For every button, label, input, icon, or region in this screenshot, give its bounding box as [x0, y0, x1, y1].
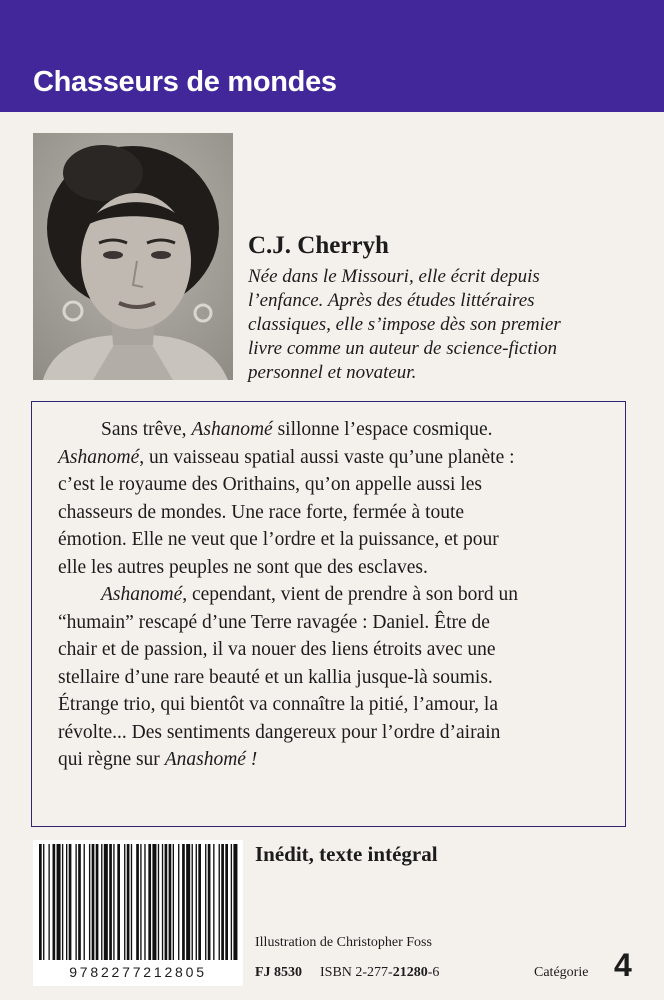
blurb-line: chasseurs de mondes. Une race forte, fermée à toute [58, 501, 465, 523]
blurb-text [58, 416, 618, 774]
text-run: , un vaisseau spatial aussi vaste qu’une planète : [139, 446, 515, 468]
isbn-part: -6 [427, 965, 440, 980]
barcode-bar [136, 844, 139, 960]
blurb-line: Étrange trio, qui bientôt va connaître la pitié, l’amour, la [58, 694, 498, 715]
header-band [0, 0, 664, 112]
barcode-bar [104, 844, 108, 960]
isbn [320, 965, 439, 981]
barcode-bar [43, 844, 44, 960]
barcode-bar [186, 844, 190, 960]
barcode-bar [158, 844, 159, 960]
ship-name: Anashomé ! [164, 749, 258, 770]
barcode-bar [39, 844, 42, 960]
bio-line: personnel et novateur. [248, 362, 417, 383]
barcode-bar [182, 844, 185, 960]
ship-name: Ashanomé [191, 419, 273, 440]
barcode-bar [62, 844, 63, 960]
fj-code: FJ 8530 [255, 965, 303, 980]
barcode-bar [219, 844, 220, 960]
barcode-bar [208, 844, 211, 960]
bio-line: l’enfance. Après des études littéraires [248, 290, 535, 311]
isbn-part: ISBN 2-277- [320, 965, 393, 980]
text-run: , cependant, vient de prendre à son bord un [182, 584, 518, 605]
barcode-bar [196, 844, 197, 960]
barcode-bar [205, 844, 206, 960]
barcode-bar [92, 844, 95, 960]
barcode-bar [192, 844, 193, 960]
barcode-bar [165, 844, 168, 960]
ship-name: Ashanomé [58, 446, 140, 468]
blurb-line: chair et de passion, il va nouer des liens étroits avec une [58, 639, 496, 660]
categorie-label: Catégorie [534, 965, 589, 980]
text-run: sillonne l’espace cosmique. [272, 419, 493, 440]
barcode-bar [124, 844, 125, 960]
blurb-line [58, 581, 618, 609]
bio-line: classiques, elle s’impose dès son premier [248, 314, 561, 335]
barcode-bar [75, 844, 76, 960]
barcode-bar [53, 844, 56, 960]
barcode-bar [89, 844, 90, 960]
barcode-bar [148, 844, 151, 960]
barcode-bar [198, 844, 201, 960]
author-name: C.J. Cherryh [248, 232, 389, 259]
barcode-bar [96, 844, 99, 960]
blurb-line: elle les autres peuples ne sont que des esclaves. [58, 556, 428, 578]
illustration-credit: Illustration de Christopher Foss [255, 935, 432, 950]
isbn-part: 21280 [392, 965, 428, 980]
blurb-line [58, 416, 618, 444]
author-bio [248, 265, 643, 385]
blurb-line: c’est le royaume des Orithains, qu’on appelle aussi les [58, 474, 483, 495]
bio-line: Née dans le Missouri, elle écrit depuis [248, 266, 540, 287]
blurb-line: stellaire d’une rare beauté et un kallia jusque-là soumis. [58, 666, 493, 688]
barcode-bar [66, 844, 67, 960]
barcode-bar [48, 844, 49, 960]
barcode-bar [213, 844, 214, 960]
blurb-line: révolte... Des sentiments dangereux pour l’ordre d’airain [58, 721, 501, 743]
barcode-bar [57, 844, 61, 960]
barcode-bar [231, 844, 232, 960]
barcode-bar [109, 844, 112, 960]
barcode-bar [113, 844, 114, 960]
ship-name: Ashanomé [101, 584, 183, 605]
text-run: Sans trêve, [101, 419, 192, 440]
blurb-line: “humain” rescapé d’une Terre ravagée : Daniel. Être de [58, 611, 490, 633]
barcode-bars [33, 840, 243, 962]
barcode-bar [221, 844, 224, 960]
blurb-box [31, 401, 626, 827]
barcode-bar [101, 844, 102, 960]
barcode-bar [178, 844, 179, 960]
text-run: qui règne sur [58, 749, 165, 770]
barcode-bar [225, 844, 228, 960]
barcode-bar [131, 844, 132, 960]
blurb-line: émotion. Elle ne veut que l’ordre et la puissance, et pour [58, 529, 499, 550]
inedit-label: Inédit, texte intégral [255, 842, 438, 866]
barcode-bar [169, 844, 172, 960]
blurb-line [58, 746, 618, 774]
blurb-line [58, 444, 618, 472]
barcode-bar [84, 844, 85, 960]
barcode-bar [152, 844, 156, 960]
barcode-bar [117, 844, 120, 960]
barcode-bar [127, 844, 130, 960]
barcode-bar [173, 844, 174, 960]
author-photo [33, 133, 233, 380]
barcode-bar [162, 844, 163, 960]
barcode-digits: 9782277212805 [69, 964, 207, 980]
barcode-bar [69, 844, 72, 960]
barcode-bar [144, 844, 145, 960]
barcode [33, 840, 243, 986]
categorie-number: 4 [614, 947, 632, 983]
barcode-bar [78, 844, 81, 960]
book-title: Chasseurs de mondes [33, 66, 337, 98]
barcode-bar [140, 844, 141, 960]
bio-line: livre comme un auteur de science-fiction [248, 338, 557, 359]
barcode-bar [233, 844, 237, 960]
